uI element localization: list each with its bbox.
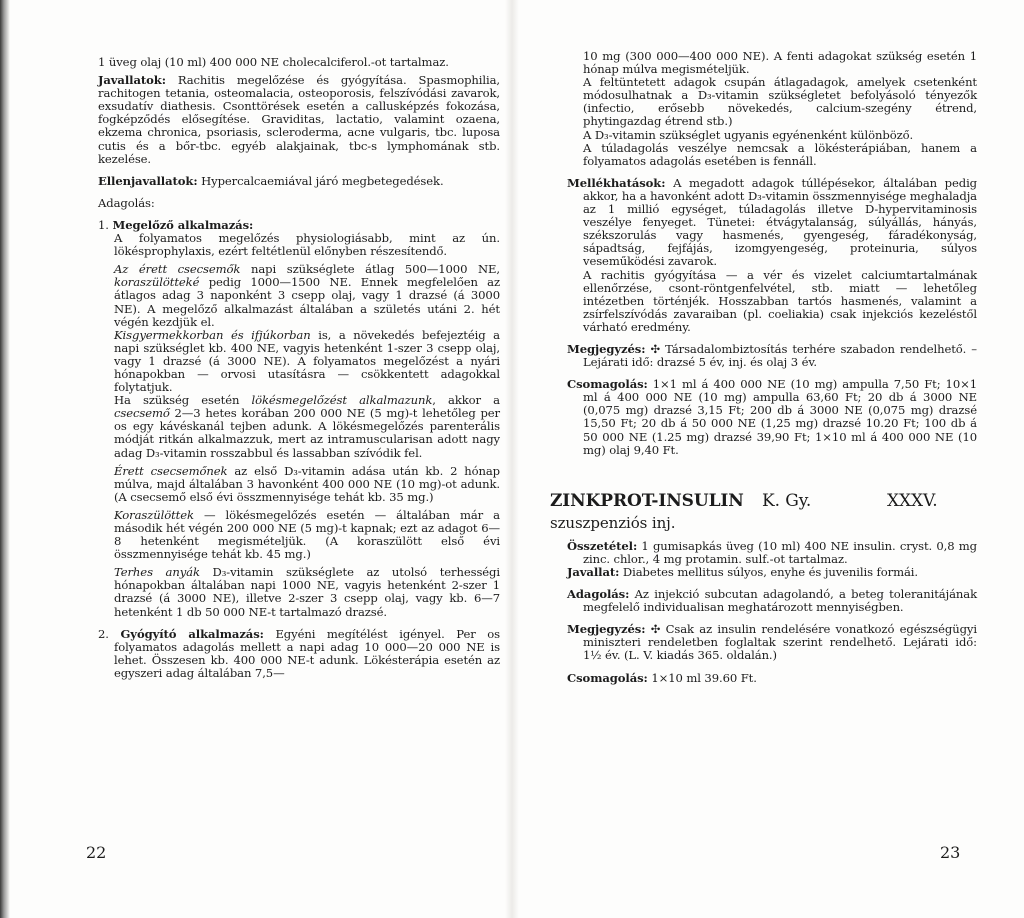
binding-shadow [0,0,10,918]
csomagolas2-paragraph [567,672,977,685]
entry-subtitle: szuszpenziós inj. [550,513,676,532]
megjegyzes1-paragraph [567,343,977,369]
cross-symbol-icon: ✣ [650,622,661,637]
entry-header [550,490,977,517]
page-number-right: 23 [940,843,961,862]
sec1-p2-text2: pedig 1000—1500 NE. Ennek megfelelően az átlagos adag 3 naponként 3 csepp olaj, vagy 1 drazsé (á 3000 NE). A megelőző alkalmazást általában a születés utáni 2. hét végén kezdjük el. [114,275,500,329]
sec1-p5-italic: Érett csecsemőnek [114,463,228,478]
javallatok-paragraph [98,74,500,166]
javallat-paragraph [567,566,977,579]
sec1-p4-text2: , akkor a [432,393,500,408]
sec1-p4 [98,394,500,459]
sec2-title: Gyógyító alkalmazás: [120,626,264,641]
mellekhatasok-paragraph [567,177,977,269]
sec1-p2-italic2: koraszülötteké [114,275,200,290]
adagolas-text: Az injekció subcutan adagolandó, a beteg toleranitájának megfelelő individualisan meghatározott mennyiségben. [583,587,977,615]
osszetetel-text: 1 gumisapkás üveg (10 ml) 400 NE insulin. cryst. 0,8 mg zinc. chlor., 4 mg protamin. sulf.-ot tartalmaz. [583,538,977,566]
cont-paragraph-3: A D₃-vitamin szükséglet ugyanis egyénenként különböző. [583,127,914,142]
adagolas-label: Adagolás: [567,587,630,602]
csomagolas1-text: 1×1 ml á 400 000 NE (10 mg) ampulla 7,50 Ft; 10×1 ml á 400 000 NE (10 mg) ampulla 63,60 Ft; 20 db á 3000 NE (0,075 mg) drazsé 3,15 Ft; 200 db á 3000 NE (0,075 mg) drazsé 15,50 Ft; 20 db á 50 000 NE (1,25 mg) drazsé 10.20 Ft; 100 db á 50 000 NE (1.25 mg) drazsé 39,90 Ft; 1×10 ml á 400 000 NE (10 mg) olaj 9,40 Ft. [583,377,977,457]
entry-company: K. Gy. [762,490,812,511]
cont-paragraph-4: A túladagolás veszélye nemcsak a lökésterápiában, hanem a folyamatos adagolás esetében is fennáll. [583,140,977,168]
sec1-p7 [98,566,500,618]
javallat-text: Diabetes mellitus súlyos, enyhe és juvenilis formái. [619,565,918,579]
sec1-p2-italic1: Az érett csecsemők [114,262,241,277]
sec1-p4-text3: 2—3 hetes korában 200 000 NE (5 mg)-t lehetőleg per os egy kávéskanál tejben adunk. A lökésmegelőzés parenterális módját ritkán alkalmazzuk, mert az intramuscularisan adott nagy adag D₃-vitamin rosszabbul és lassabban szívódik fel. [114,406,500,460]
sec1-p7-italic: Terhes anyák [114,565,200,580]
intro-text: 1 üveg olaj (10 ml) 400 000 NE cholecalciferol.-ot tartalmaz. [98,55,449,69]
cont-paragraph-1: 10 mg (300 000—400 000 NE). A fenti adagokat szükség esetén 1 hónap múlva megismételjük. [583,49,977,77]
adagolas-paragraph [567,588,977,614]
osszetetel-label: Összetétel: [567,538,638,553]
megjegyzes2-label: Megjegyzés: [567,622,646,637]
entry-title: ZINKPROT-INSULIN [550,490,744,511]
entry-roman-numeral: XXXV. [887,490,938,511]
sec1-p6-italic: Koraszülöttek [114,507,194,522]
sec1-p6-text: — lökésmegelőzés esetén — általában már a második hét végén 200 000 NE (5 mg)-t kapnak; ezt az adagot 6—8 hetenként megismételjük. (A koraszülött első évi összmennyisége tehát kb. 45 mg.) [114,507,500,562]
sec1-p5 [98,465,500,504]
sec1-p4-text1: Ha szükség esetén [114,393,252,408]
sec2-text: Egyéni megítélést igényel. Per os folyamatos adagolás mellett a napi adag 10 000—20 000 NE is lehet. Összesen kb. 400 000 NE-t adunk. Lökésterápia esetén az egyszeri adag általában 7,5— [114,626,501,680]
ellenjavallatok-text: Hypercalcaemiával járó megbetegedések. [201,173,444,188]
sec2-paragraph [98,628,500,680]
sec1-p5-text: az első D₃-vitamin adása után kb. 2 hónap múlva, majd általában 3 havonként 400 000 NE (10 mg)-ot adunk. (A csecsemő első évi összmennyisége tehát kb. 35 mg.) [114,463,501,504]
adagolas-heading: Adagolás: [98,195,155,210]
javallatok-text: Rachitis megelőzése és gyógyítása. Spasmophilia, rachitogen tetania, osteomalacia, osteoporosis, felszívódási zavarok, exsudatív diathesis. Csonttörések esetén a callusképzés fokozása, fogképződés elősegítése. Graviditas, lactatio, valamint ozaena, ekzema chronica, psoriasis, scleroderma, acne vulgaris, tbc. luposa cutis és a bőr-tbc. egyéb alakjainak, tbc-s lymphomának stb. kezelése. [98,73,500,166]
osszetetel-paragraph [567,540,977,566]
csomagolas2-text: 1×10 ml 39.60 Ft. [647,670,757,685]
javallatok-label: Javallatok: [98,73,166,88]
sec1-p4-italic2: csecsemő [114,406,170,421]
sec1-p3-text: is, a növekedés befejeztéig a napi szükséglet kb. 400 NE, vagyis hetenként 1-szer 3 csepp olaj, vagy 1 drazsé (á 3000 NE). A folyamatos megelőzést a nyári hónapokban — orvosi utasításra — csökkentett adagokkal folytatjuk. [114,327,500,395]
left-text-column [98,56,500,680]
csomagolas2-label: Csomagolás: [567,670,648,685]
javallat-label: Javallat: [567,565,620,579]
sec1-number: 1. [98,217,109,232]
sec1-title: Megelőző alkalmazás: [112,217,254,232]
ellenjavallatok-paragraph [98,175,500,188]
sec1-p1: A folyamatos megelőzés physiologiásabb, mint az ún. lökésprophylaxis, ezért feltétlenül előnyben részesítendő. [114,231,500,259]
right-page [550,0,977,918]
center-gutter [505,0,519,918]
megjegyzes2-paragraph [567,623,977,662]
sec1-p3-italic: Kisgyermekkorban és ifjúkorban [114,327,311,342]
mellekhatasok-text: A megadott adagok túllépésekor, általában pedig akkor, ha a havonként adott D₃-vitamin összmennyisége meghaladja az 1 millió egységet, túladagolás illetve D-hypervitaminosis veszélye fenyeget. Tünetei: étvágytalanság, súlyállás, hányás, székszorulás vagy hasmenés, gyengeség, fáradékonyság, sápadtság, fejfájás, izomgyengeség, proteinuria, súlyos veseműködési zavarok. [583,175,977,269]
left-page [86,0,501,918]
csomagolas1-label: Csomagolás: [567,377,648,392]
sec1-p7-text: D₃-vitamin szükséglete az utolsó terhességi hónapokban általában napi 1000 NE, vagyis hetenként 2-szer 1 drazsé (á 3000 NE), illetve 2-szer 3 csepp olaj, vagy kb. 6—7 hetenként 1 db 50 000 NE-t tartalmazó drazsé. [114,565,500,619]
sec1-p2-text1: napi szükséglete átlag 500—1000 NE, [240,262,500,277]
sec1-p6 [98,509,500,561]
right-text-column [550,49,977,685]
cont-paragraph-2: A feltüntetett adagok csupán átlagadagok, amelyek csetenként módosulhatnak a D₃-vitamin szükségletet befolyásoló tényezők (infectio, erősebb növekedés, calcium-szegény étrend, phytingazdag étrend stb.) [583,75,977,129]
csomagolas1-paragraph [567,378,977,457]
sec1-p3 [98,329,500,394]
megjegyzes2-text: Csak az insulin rendelésére vonatkozó egészségügyi miniszteri rendeletben foglaltak szerint rendelhető. Lejárati idő: 1½ év. (L. V. kiadás 365. oldalán.) [583,622,977,663]
mellekhatasok-label: Mellékhatások: [567,175,666,190]
page-number-left: 22 [86,843,107,862]
ellenjavallatok-label: Ellenjavallatok: [98,173,198,188]
cross-symbol-icon: ✣ [650,341,661,356]
megjegyzes1-label: Megjegyzés: [567,341,646,356]
sec1-p2 [98,263,500,328]
sec2-number: 2. [98,626,109,641]
sec1-p4-italic1: lökésmegelőzést alkalmazunk [251,393,433,408]
mellekhatasok-p2: A rachitis gyógyítása — a vér és vizelet calciumtartalmának ellenőrzése, csont-röntgenfelvétel, stb. miatt — lehetőleg intézetben történjék. Hosszabban tartós hasmenés, valamint a zsírfelszívódás zavaraiban (pl. coeliakia) csak injekciós kezeléstől várható eredmény. [583,267,977,334]
megjegyzes1-text: Társadalombiztosítás terhére szabadon rendelhető. – Lejárati idő: drazsé 5 év, inj. és olaj 3 év. [583,341,977,370]
